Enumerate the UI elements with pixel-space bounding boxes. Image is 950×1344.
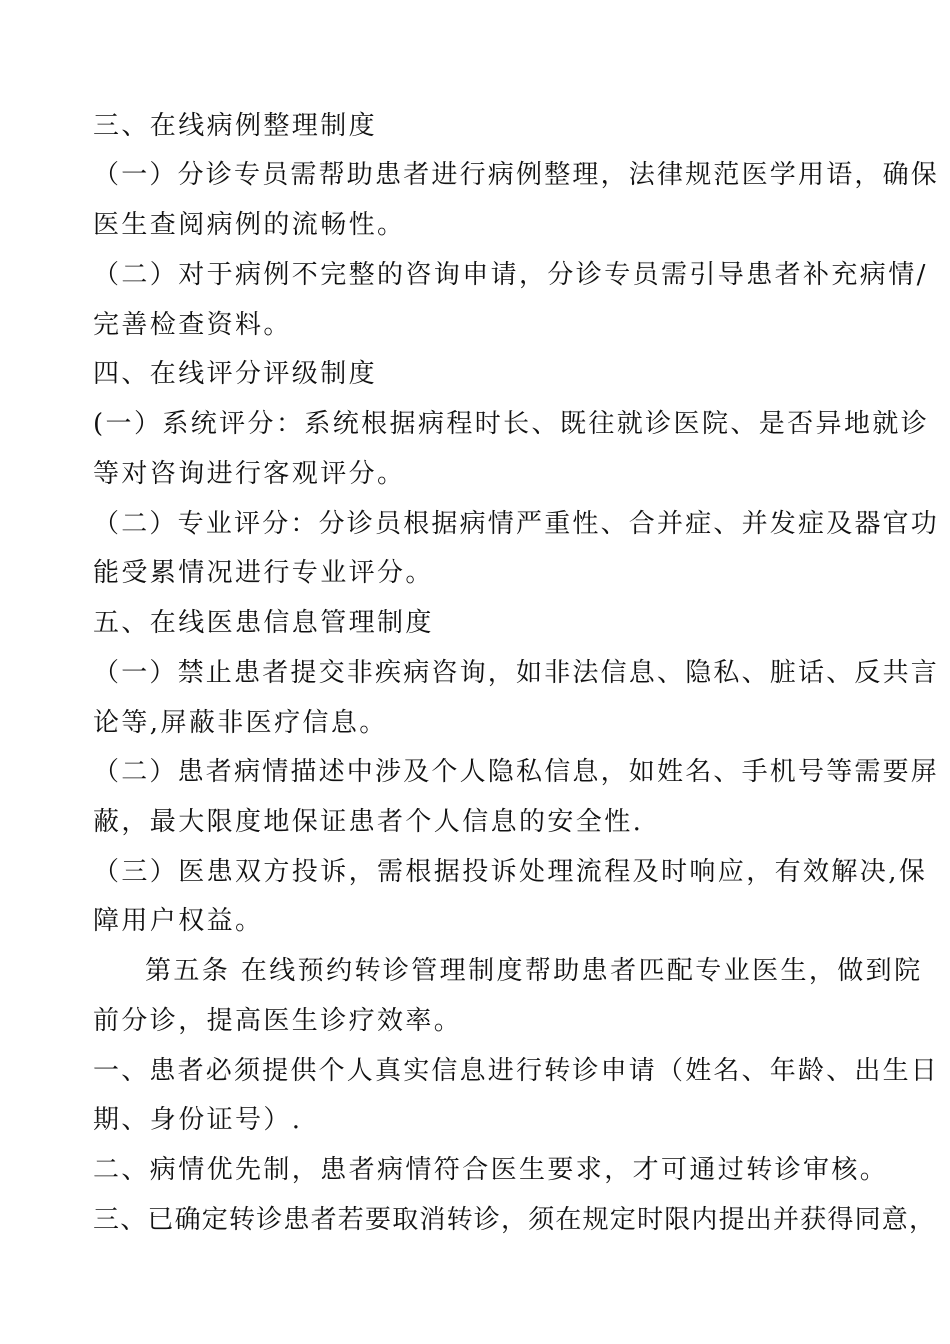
paragraph-line: （二）对于病例不完整的咨询申请，分诊专员需引导患者补充病情/ <box>93 260 928 290</box>
paragraph-line: 论等,屏蔽非医疗信息。 <box>93 708 388 738</box>
paragraph-line: (一）系统评分：系统根据病程时长、既往就诊医院、是否异地就诊 <box>93 409 930 439</box>
article-heading: 第五条 在线预约转诊管理制度帮助患者匹配专业医生，做到院 <box>145 956 923 986</box>
paragraph-line: （一）分诊专员需帮助患者进行病例整理，法律规范医学用语，确保 <box>93 160 940 190</box>
paragraph-line: （二）专业评分：分诊员根据病情严重性、合并症、并发症及器官功 <box>93 509 940 539</box>
section-heading-4: 四、在线评分评级制度 <box>93 359 378 389</box>
paragraph-line: 三、已确定转诊患者若要取消转诊，须在规定时限内提出并获得同意， <box>93 1205 937 1235</box>
paragraph-line: 等对咨询进行客观评分。 <box>93 459 406 489</box>
paragraph-line: （二）患者病情描述中涉及个人隐私信息，如姓名、手机号等需要屏 <box>93 757 940 787</box>
paragraph-line: （三）医患双方投诉，需根据投诉处理流程及时响应，有效解决,保 <box>93 857 928 887</box>
paragraph-line: 期、身份证号）. <box>93 1105 303 1135</box>
paragraph-line: 完善检查资料。 <box>93 310 292 340</box>
section-heading-5: 五、在线医患信息管理制度 <box>93 608 434 638</box>
paragraph-line: 医生查阅病例的流畅性。 <box>93 210 406 240</box>
section-heading-3: 三、在线病例整理制度 <box>93 111 378 141</box>
paragraph-line: 二、病情优先制，患者病情符合医生要求，才可通过转诊审核。 <box>93 1155 889 1185</box>
paragraph-line: 障用户权益。 <box>93 906 264 936</box>
paragraph-line: 一、患者必须提供个人真实信息进行转诊申请（姓名、年龄、出生日 <box>93 1056 940 1086</box>
paragraph-line: 前分诊，提高医生诊疗效率。 <box>93 1006 463 1036</box>
paragraph-line: （一）禁止患者提交非疾病咨询，如非法信息、隐私、脏话、反共言 <box>93 658 940 688</box>
paragraph-line: 蔽，最大限度地保证患者个人信息的安全性. <box>93 807 644 837</box>
paragraph-line: 能受累情况进行专业评分。 <box>93 558 434 588</box>
